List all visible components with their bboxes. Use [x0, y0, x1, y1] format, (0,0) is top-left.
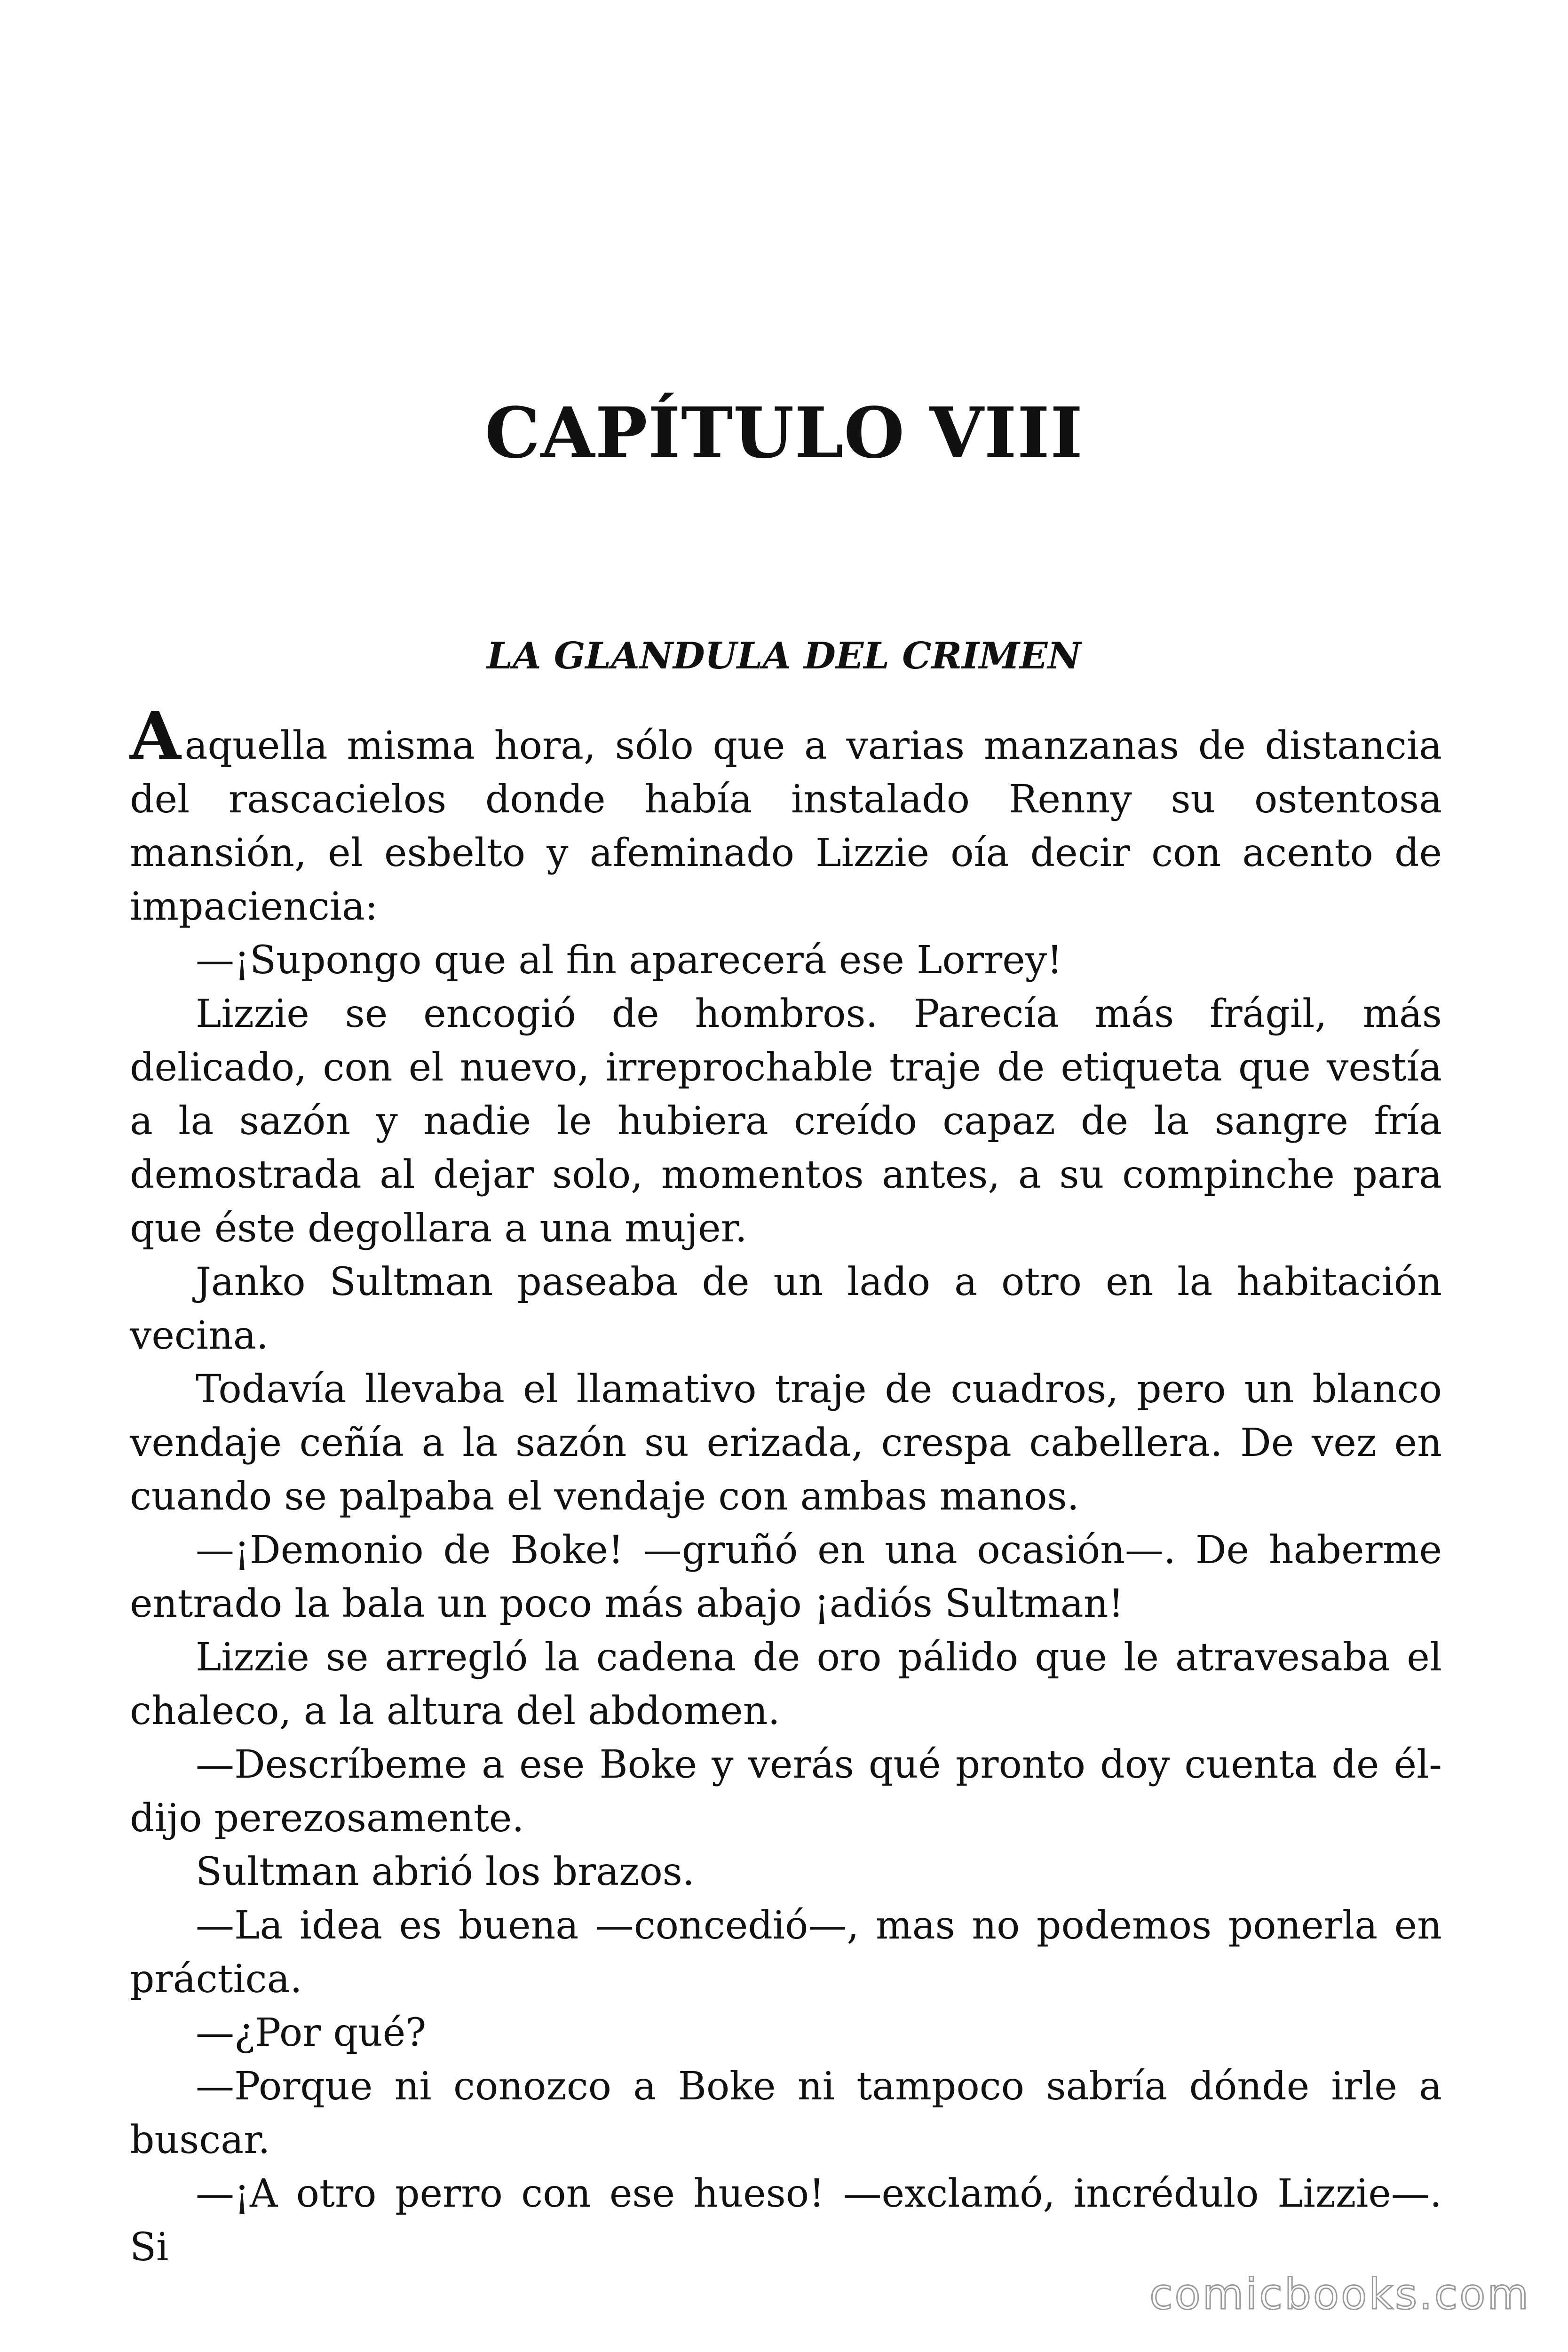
- chapter-title: CAPÍTULO VIII: [484, 392, 1084, 474]
- paragraph-6: —¡Demonio de Boke! —gruñó en una ocasión—. De haberme entrado la bala un poco más abajo ¡adiós Sultman!: [130, 1528, 1442, 1626]
- drop-cap: A: [130, 698, 181, 775]
- paragraph-8: —Descríbeme a ese Boke y verás qué pronto doy cuenta de él- dijo perezosamente.: [130, 1742, 1442, 1841]
- watermark: comicbooks.com: [1149, 2270, 1530, 2319]
- paragraph-11: —¿Por qué?: [196, 2010, 427, 2055]
- paragraph-9: Sultman abrió los brazos.: [196, 1850, 695, 1894]
- paragraph-1: [130, 698, 1442, 934]
- paragraph-5: Todavía llevaba el llamativo traje de cuadros, pero un blanco vendaje ceñía a la sazón su erizada, crespa cabellera. De vez en cuando se palpaba el vendaje con ambas manos.: [130, 1367, 1442, 1519]
- chapter-subtitle: LA GLANDULA DEL CRIMEN: [487, 635, 1081, 677]
- paragraph-2: —¡Supongo que al fin aparecerá ese Lorrey!: [196, 938, 1062, 983]
- paragraph-text: aquella misma hora, sólo que a varias manzanas de distancia del rascacielos donde había instalado Renny su ostentosa mansión, el esbelto y afeminado Lizzie oía decir con acento de impaciencia:: [130, 723, 1442, 929]
- paragraph-4: Janko Sultman paseaba de un lado a otro en la habitación vecina.: [130, 1260, 1442, 1358]
- paragraph-7: Lizzie se arregló la cadena de oro pálido que le atravesaba el chaleco, a la altura del abdomen.: [130, 1635, 1442, 1733]
- paragraph-3: Lizzie se encogió de hombros. Parecía más frágil, más delicado, con el nuevo, irreprochable traje de etiqueta que vestía a la sazón y nadie le hubiera creído capaz de la sangre fría demostrada al dejar solo, momentos antes, a su compinche para que éste degollara a una mujer.: [130, 992, 1442, 1251]
- paragraph-12: —Porque ni conozco a Boke ni tampoco sabría dónde irle a buscar.: [130, 2064, 1442, 2162]
- paragraph-10: —La idea es buena —concedió—, mas no podemos ponerla en práctica.: [130, 1903, 1442, 2002]
- paragraph-13: —¡A otro perro con ese hueso! —exclamó, incrédulo Lizzie—. Si: [130, 2171, 1442, 2270]
- chapter-body: [130, 698, 1442, 2274]
